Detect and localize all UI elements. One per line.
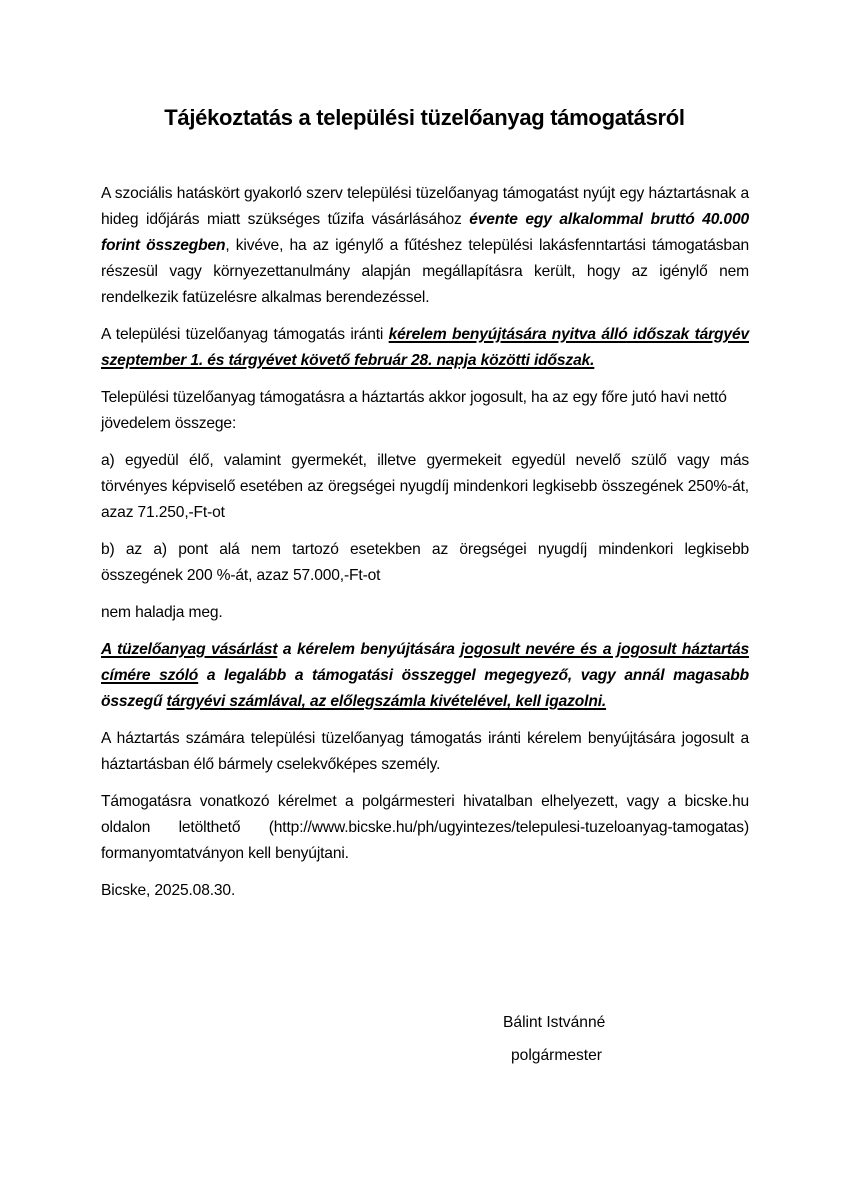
underlined-span: jogosult nevére és a jogosult háztartás címére szóló: [101, 641, 749, 684]
signature-name: Bálint Istvánné: [503, 1014, 606, 1031]
text-span: , kivéve, ha az igénylő a fűtéshez települési lakásfenntartási támogatásban részesül vagy környezettanulmány alapján megállapításra került, hogy az igénylő nem rendelkezik fatüzelésre alkalmas berendezéssel.: [101, 237, 749, 306]
signature-role: polgármester: [511, 1047, 603, 1064]
text-span: A települési tüzelőanyag támogatás iránti: [101, 326, 389, 343]
underlined-span: tárgyévi számlával, az előlegszámla kivételével, kell igazolni.: [166, 693, 607, 710]
document-title: Tájékoztatás a települési tüzelőanyag támogatásról: [164, 105, 685, 130]
application-period-emphasis: kérelem benyújtására nyitva álló időszak tárgyév szeptember 1. és tárgyévet követő február 28. napja közötti időszak.: [101, 326, 750, 369]
paragraph-eligibility-intro: Települési tüzelőanyag támogatásra a háztartás akkor jogosult, ha az egy főre jutó havi nettó jövedelem összege:: [101, 389, 727, 432]
paragraph-support-overview: [101, 181, 749, 311]
support-amount-emphasis: évente egy alkalommal bruttó 40.000 forint összegben: [101, 211, 749, 254]
text-span: a legalább a támogatási összeggel megegyező, vagy annál magasabb összegű: [101, 667, 749, 710]
text-span: A szociális hatáskört gyakorló szerv települési tüzelőanyag támogatást nyújt egy háztartásnak a hideg időjárás miatt szükséges tűzifa vásárlásához: [101, 185, 749, 228]
paragraph-eligibility-b: b) az a) pont alá nem tartozó esetekben az öregségei nyugdíj mindenkori legkisebb összegének 200 %-át, azaz 57.000,-Ft-ot: [101, 541, 749, 584]
paragraph-eligibility-closing: nem haladja meg.: [101, 604, 223, 621]
paragraph-application-period: [101, 322, 749, 374]
text-span: a kérelem benyújtására: [277, 641, 461, 658]
document-body: [101, 181, 749, 915]
place-and-date: Bicske, 2025.08.30.: [101, 882, 236, 899]
paragraph-invoice-requirement: [101, 637, 749, 715]
paragraph-how-to-apply: Támogatásra vonatkozó kérelmet a polgármesteri hivatalban elhelyezett, vagy a bicske.hu oldalon letölthető (http://www.bicske.hu/ph/ugyintezes/telepulesi-tuzeloanyag-tamogatas) formanyomtatványon kell benyújtani.: [101, 793, 749, 862]
paragraph-eligible-applicant: A háztartás számára települési tüzelőanyag támogatás iránti kérelem benyújtására jogosult a háztartásban élő bármely cselekvőképes személy.: [101, 730, 749, 773]
paragraph-eligibility-a: a) egyedül élő, valamint gyermekét, illetve gyermekeit egyedül nevelő szülő vagy más törvényes képviselő esetében az öregségei nyugdíj mindenkori legkisebb összegének 250%-át, azaz 71.250,-Ft-ot: [101, 452, 749, 521]
underlined-span: A tüzelőanyag vásárlást: [101, 641, 278, 658]
